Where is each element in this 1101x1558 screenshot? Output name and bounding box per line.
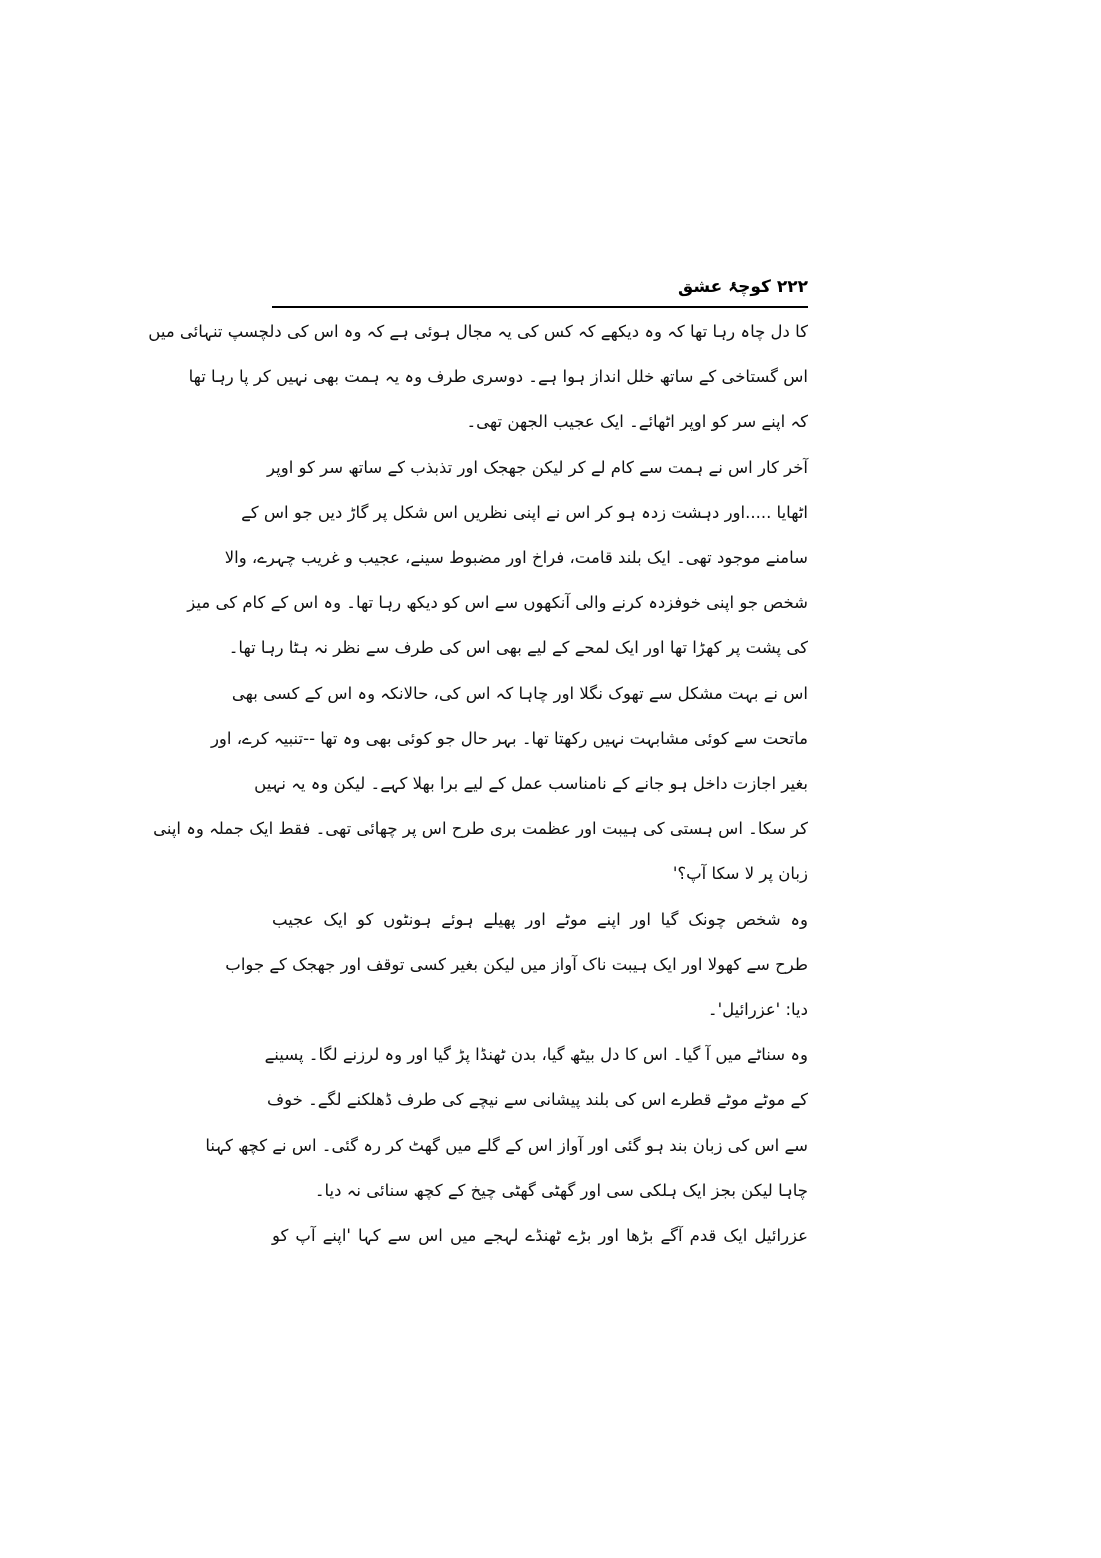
text-line: کا دل چاہ رہا تھا کہ وہ دیکھے کہ کس کی یہ مجال ہوئی ہے کہ وہ اس کی دلچسپ تنہائی میں xyxy=(148,322,808,341)
text-line: چاہا لیکن بجز ایک ہلکی سی اور گھٹی گھٹی چیخ کے کچھ سنائی نہ دیا۔ xyxy=(314,1180,808,1200)
text-line: بغیر اجازت داخل ہو جانے کے نامناسب عمل کے لیے برا بھلا کہے۔ لیکن وہ یہ نہیں xyxy=(254,774,808,793)
text-line: طرح سے کھولا اور ایک ہیبت ناک آواز میں لیکن بغیر کسی توقف اور جھجک کے جواب xyxy=(225,954,808,974)
text-line: کے موٹے موٹے قطرے اس کی بلند پیشانی سے نیچے کی طرف ڈھلکنے لگے۔ خوف xyxy=(267,1090,808,1110)
text-line: اس نے بہت مشکل سے تھوک نگلا اور چاہا کہ اس کی، حالانکہ وہ اس کے کسی بھی xyxy=(231,683,808,703)
header-divider xyxy=(272,306,808,308)
text-line: وہ سناٹے میں آ گیا۔ اس کا دل بیٹھ گیا، بدن ٹھنڈا پڑ گیا اور وہ لرزنے لگا۔ پسینے xyxy=(264,1045,808,1065)
page-header xyxy=(272,270,808,304)
text-line: دیا: 'عزرائیل'۔ xyxy=(707,1000,808,1019)
text-line: وہ شخص چونک گیا اور اپنے موٹے اور پھیلے ہوئے ہونٹوں کو ایک عجیب xyxy=(272,909,808,929)
text-line: آخر کار اس نے ہمت سے کام لے کر لیکن جھجک اور تذبذب کے ساتھ سر کو اوپر xyxy=(267,457,808,477)
text-line: زبان پر لا سکا آپ؟' xyxy=(672,864,808,884)
text-line: کہ اپنے سر کو اوپر اٹھائے۔ ایک عجیب الجھن تھی۔ xyxy=(466,412,808,432)
text-line: کر سکا۔ اس ہستی کی ہیبت اور عظمت بری طرح اس پر چھائی تھی۔ فقط ایک جملہ وہ اپنی xyxy=(153,819,808,839)
text-line: شخص جو اپنی خوفزدہ کرنے والی آنکھوں سے اس کو دیکھ رہا تھا۔ وہ اس کے کام کی میز xyxy=(187,593,808,613)
text-line: سامنے موجود تھی۔ ایک بلند قامت، فراخ اور مضبوط سینے، عجیب و غریب چہرے، والا xyxy=(224,548,808,567)
text-line: عزرائیل ایک قدم آگے بڑھا اور بڑے ٹھنڈے لہجے میں اس سے کہا 'اپنے آپ کو xyxy=(272,1226,808,1245)
text-line: سے اس کی زبان بند ہو گئی اور آواز اس کے گلے میں گھٹ کر رہ گئی۔ اس نے کچھ کہنا xyxy=(205,1135,808,1155)
text-line: اٹھایا .....اور دہشت زدہ ہو کر اس نے اپنی نظریں اس شکل پر گاڑ دیں جو اس کے xyxy=(241,502,808,522)
text-line: ماتحت سے کوئی مشابہت نہیں رکھتا تھا۔ بہر حال جو کوئی بھی وہ تھا --تنبیہ کرے، اور xyxy=(210,728,808,748)
text-line: کی پشت پر کھڑا تھا اور ایک لمحے کے لیے بھی اس کی طرف سے نظر نہ ہٹا رہا تھا۔ xyxy=(228,638,808,658)
running-head-title: ۲۲۲ کوچۂ عشق xyxy=(678,277,808,297)
text-line: اس گستاخی کے ساتھ خلل انداز ہوا ہے۔ دوسری طرف وہ یہ ہمت بھی نہیں کر پا رہا تھا xyxy=(188,367,808,387)
